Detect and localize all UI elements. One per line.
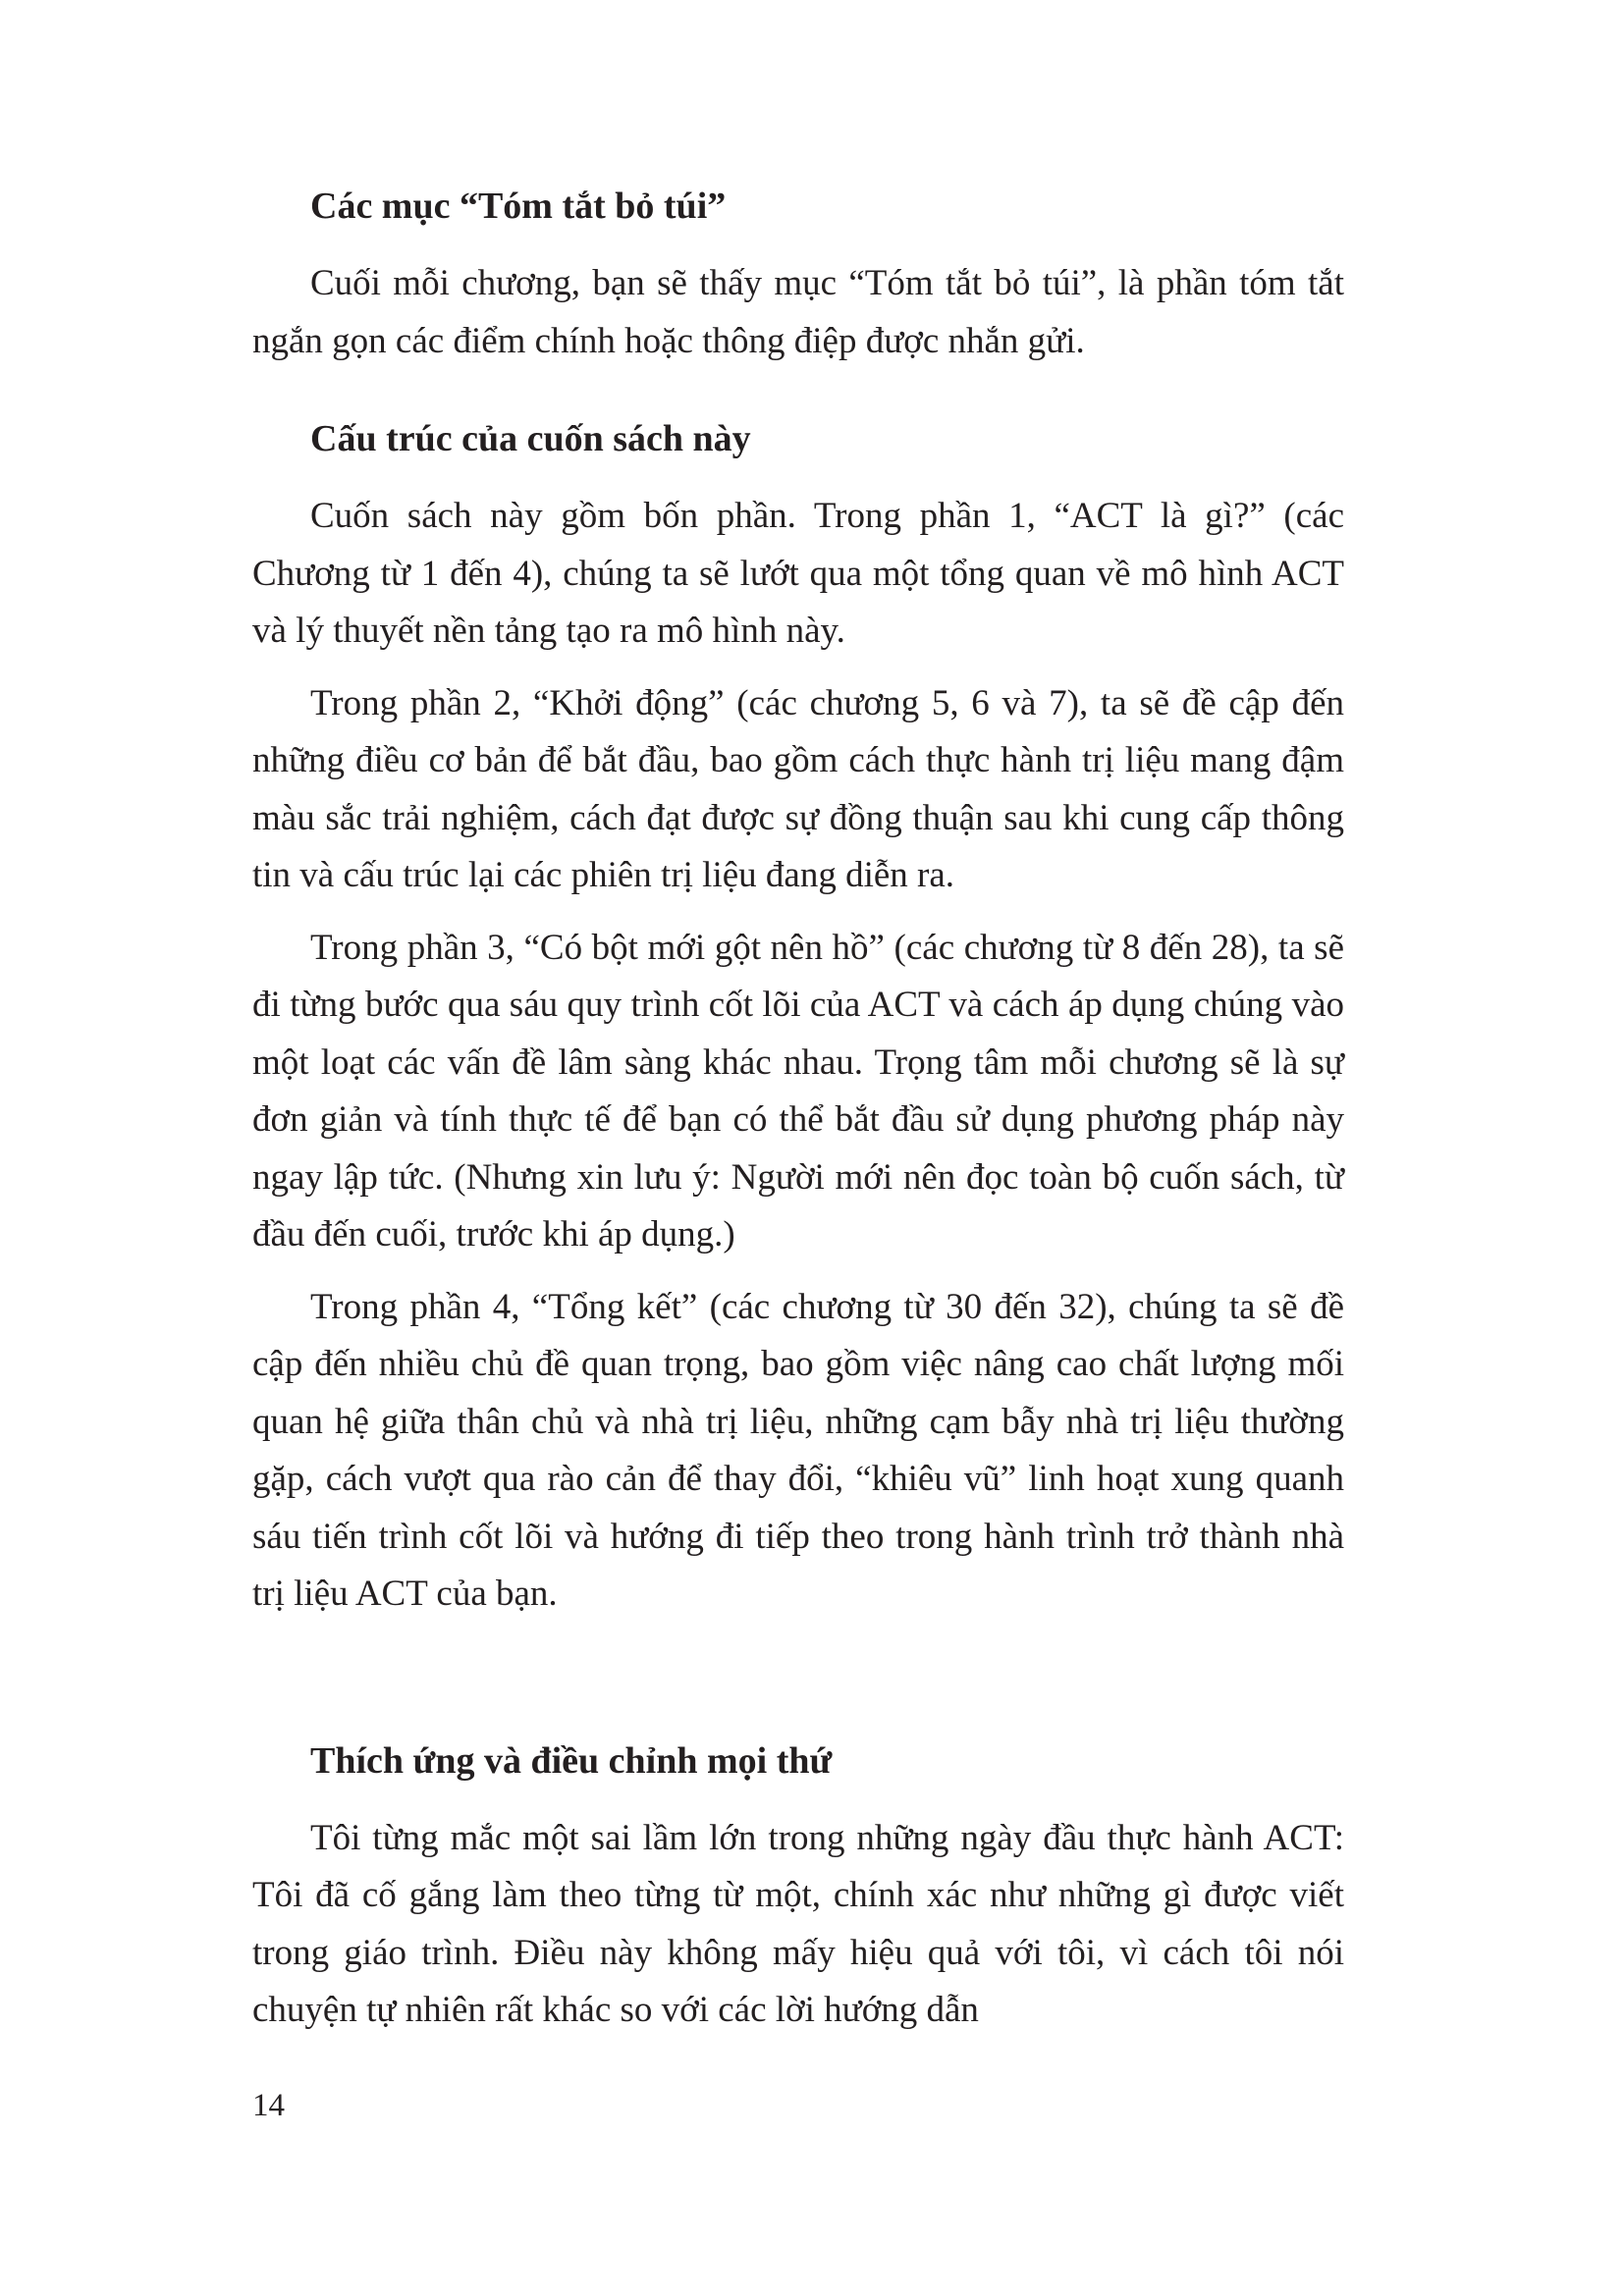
paragraph: Cuốn sách này gồm bốn phần. Trong phần 1, “ACT là gì?” (các Chương từ 1 đến 4), chúng ta sẽ lướt qua một tổng quan về mô hình ACT và lý thuyết nền tảng tạo ra mô hình này.	[252, 496, 1344, 651]
section-heading-adapt-and-adjust: Thích ứng và điều chỉnh mọi thứ	[310, 1739, 833, 1782]
paragraph: Trong phần 3, “Có bột mới gột nên hồ” (các chương từ 8 đến 28), ta sẽ đi từng bước qua sáu quy trình cốt lõi của ACT và cách áp dụng chúng vào một loạt các vấn đề lâm sàng khác nhau. Trọng tâm mỗi chương sẽ là sự đơn giản và tính thực tế để bạn có thể bắt đầu sử dụng phương pháp này ngay lập tức. (Nhưng xin lưu ý: Người mới nên đọc toàn bộ cuốn sách, từ đầu đến cuối, trước khi áp dụng.)	[252, 927, 1344, 1255]
section-heading-pocket-summary: Các mục “Tóm tắt bỏ túi”	[310, 186, 727, 227]
paragraph: Trong phần 2, “Khởi động” (các chương 5, 6 và 7), ta sẽ đề cập đến những điều cơ bản để bắt đầu, bao gồm cách thực hành trị liệu mang đậm màu sắc trải nghiệm, cách đạt được sự đồng thuận sau khi cung cấp thông tin và cấu trúc lại các phiên trị liệu đang diễn ra.	[252, 682, 1344, 895]
section-heading-book-structure: Cấu trúc của cuốn sách này	[310, 418, 751, 459]
page-content	[252, 177, 1344, 2040]
paragraph: Trong phần 4, “Tổng kết” (các chương từ 30 đến 32), chúng ta sẽ đề cập đến nhiều chủ đề quan trọng, bao gồm việc nâng cao chất lượng mối quan hệ giữa thân chủ và nhà trị liệu, những cạm bẫy nhà trị liệu thường gặp, cách vượt qua rào cản để thay đổi, “khiêu vũ” linh hoạt xung quanh sáu tiến trình cốt lõi và hướng đi tiếp theo trong hành trình trở thành nhà trị liệu ACT của bạn.	[252, 1286, 1344, 1614]
page-number: 14	[252, 2088, 285, 2123]
paragraph: Cuối mỗi chương, bạn sẽ thấy mục “Tóm tắt bỏ túi”, là phần tóm tắt ngắn gọn các điểm chính hoặc thông điệp được nhắn gửi.	[252, 263, 1344, 361]
paragraph: Tôi từng mắc một sai lầm lớn trong những ngày đầu thực hành ACT: Tôi đã cố gắng làm theo từng từ một, chính xác như những gì được viết trong giáo trình. Điều này không mấy hiệu quả với tôi, vì cách tôi nói chuyện tự nhiên rất khác so với các lời hướng dẫn	[252, 1817, 1344, 2030]
